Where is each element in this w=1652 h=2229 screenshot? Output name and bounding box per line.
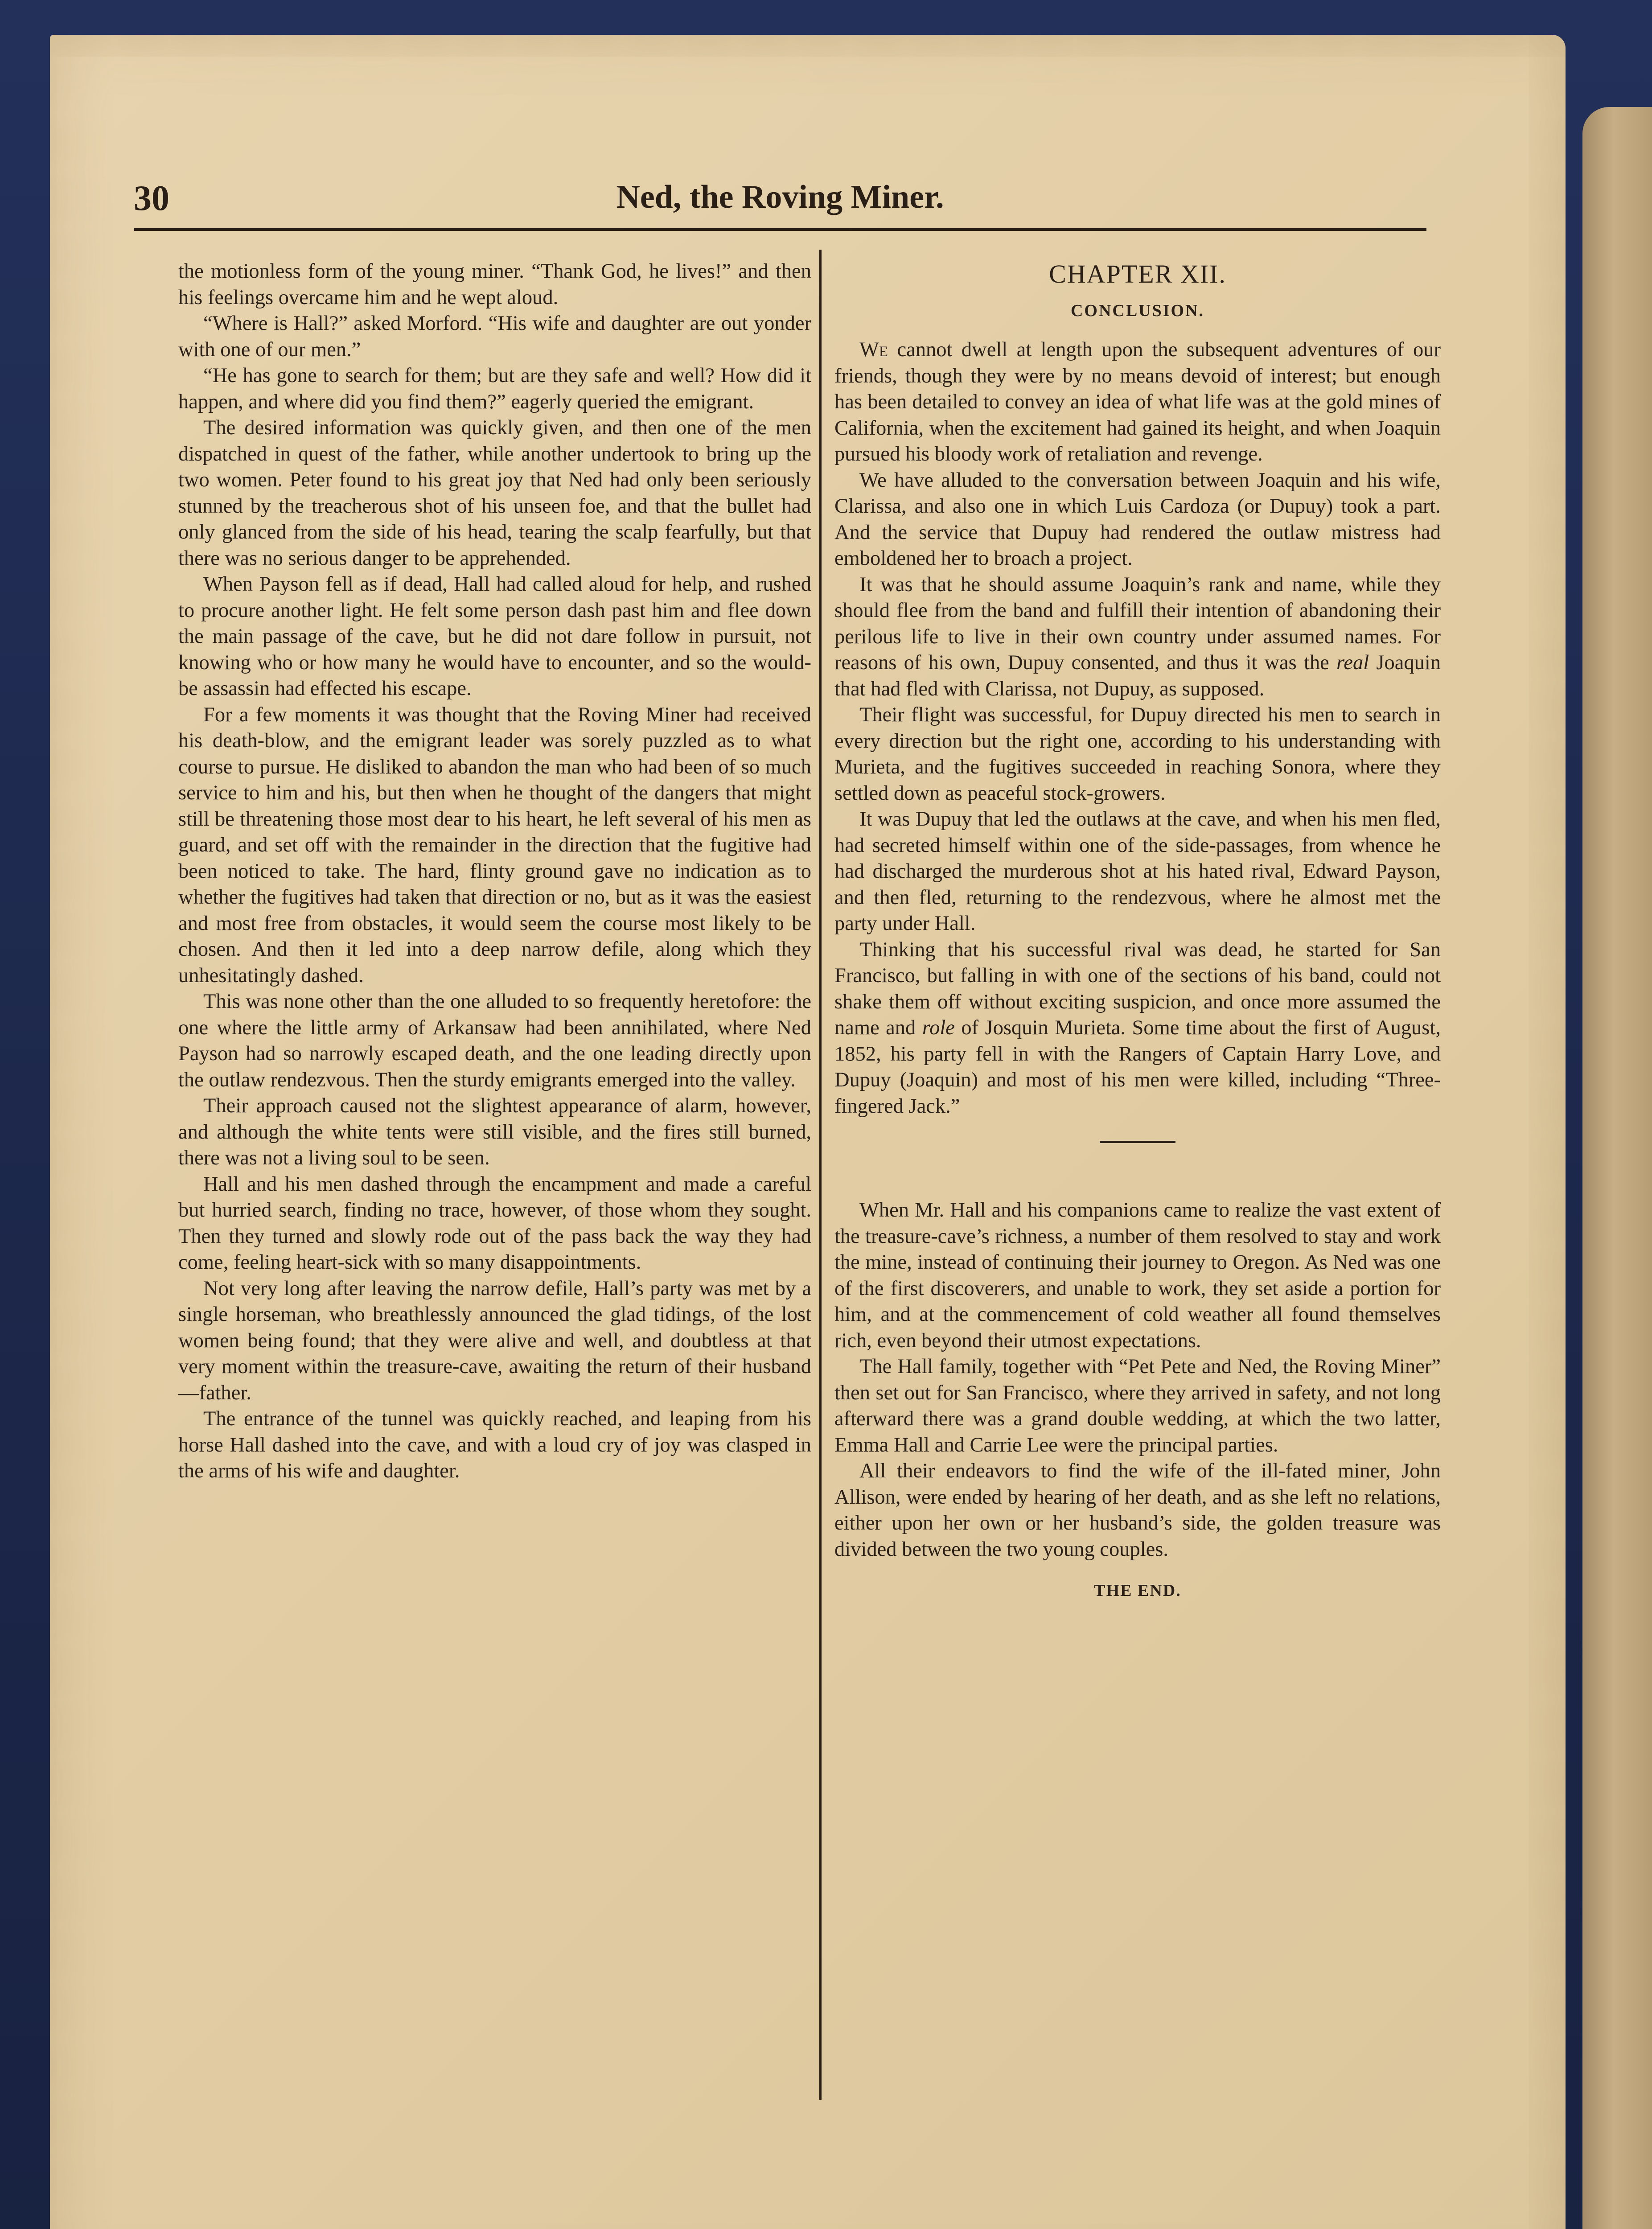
paragraph: Their flight was successful, for Dupuy directed his men to search in every direction but the right one, according to his understanding with Murieta, and the fugitives succeeded in reaching Sonora, where they settled down as peaceful stock-growers. (834, 703, 1441, 805)
paragraph: All their endeavors to find the wife of the ill-fated miner, John Allison, were ended by hearing of her death, and as she left no relations, either upon her own or her husband’s side, the golden treasure was divided between the two young couples. (834, 1460, 1441, 1561)
paragraph: This was none other than the one alluded to so frequently heretofore: the one where the little army of Arkansaw had been annihilated, where Ned Payson had so narrowly escaped death, and the one leading directly upon the outlaw rendezvous. Then the sturdy emigrants emerged into the valley. (178, 990, 811, 1091)
paragraph (834, 337, 1441, 468)
adjacent-page-edge (1582, 107, 1652, 2229)
paragraph-text: Thinking that his successful rival was dead, he started for San Francisco, but falling in with one of the sections of his band, could not shake them off without exciting suspicion, and once more assumed the name and (834, 938, 1441, 1039)
paragraph: the motionless form of the young miner. “Thank God, he lives!” and then his feelings overcame him and he wept aloud. (178, 260, 811, 309)
paragraph: It was Dupuy that led the outlaws at the cave, and when his men fled, had secreted himself within one of the side-passages, from whence he had discharged the murderous shot at his hated rival, Edward Payson, and then fled, returning to the rendezvous, where he almost met the party under Hall. (834, 808, 1441, 935)
paragraph: For a few moments it was thought that the Roving Miner had received his death-blow, and the emigrant leader was sorely puzzled as to what course to pursue. He disliked to abandon the man who had been of so much service to him and his, but then when he thought of the dangers that might still be threatening those most dear to his heart, he left several of his men as guard, and set off with the remainder in the direction that the fugitive had been noticed to take. The hard, flinty ground gave no indication as to whether the fugitives had taken that direction or no, but as it was the easiest and most free from obstacles, it would seem the course most likely to be chosen. And then it led into a deep narrow defile, along which they unhesitatingly dashed. (178, 703, 811, 987)
running-head (134, 178, 1426, 232)
paragraph: When Payson fell as if dead, Hall had called aloud for help, and rushed to procure another light. He felt some person dash past him and flee down the main passage of the cave, but he did not dare follow in pursuit, not knowing who or how many he would have to encounter, and so the would-be assassin had effected his escape. (178, 573, 811, 700)
page-header: Ned, the Roving Miner. (616, 179, 944, 215)
page-number: 30 (134, 179, 169, 218)
paragraph: The Hall family, together with “Pet Pete and Ned, the Roving Miner” then set out for San Francisco, where they arrived in safety, and not long afterward there was a grand double wedding, at which the two latter, Emma Hall and Carrie Lee were the principal parties. (834, 1355, 1441, 1456)
small-caps-lead: We (859, 338, 888, 361)
italic-word: role (922, 1016, 955, 1039)
paragraph: The desired information was quickly given, and then one of the men dispatched in quest of the father, while another undertook to bring up the two women. Peter found to his great joy that Ned had only been seriously stunned by the treacherous shot of his unseen foe, and that the bullet had only glanced from the side of his head, tearing the scalp fearfully, but that there was no serious danger to be apprehended. (178, 416, 811, 570)
paragraph: Hall and his men dashed through the encampment and made a careful but hurried search, finding no trace, however, of those whom they sought. Then they turned and slowly rode out of the pass back the way they had come, feeling heart-sick with so many disappointments. (178, 1172, 811, 1274)
header-rule (134, 228, 1426, 231)
paragraph-text: of Josquin Murieta. Some time about the first of August, 1852, his party fell in with the Rangers of Captain Harry Love, and Dupuy (Joaquin) and most of his men were killed, including “Three-fingered Jack.” (834, 1016, 1441, 1118)
paragraph-text: cannot dwell at length upon the subsequent adventures of our friends, though they were by no means devoid of interest; but enough has been detailed to convey an idea of what life was at the gold mines of California, when the excitement had gained its height, and when Joaquin pursued his bloody work of retaliation and revenge. (834, 338, 1441, 465)
paragraph: “Where is Hall?” asked Morford. “His wife and daughter are out yonder with one of our men.” (178, 312, 811, 361)
column-divider (819, 250, 822, 2100)
paragraph-text: Joaquin that had fled with Clarissa, not Dupuy, as supposed. (834, 651, 1441, 700)
the-end: THE END. (1094, 1581, 1181, 1600)
paragraph: When Mr. Hall and his companions came to realize the vast extent of the treasure-cave’s richness, a number of them resolved to stay and work the mine, instead of continuing their journey to Oregon. As Ned was one of the first discoverers, and unable to work, they set aside a portion for him, and at the commencement of cold weather all found themselves rich, even beyond their utmost expectations. (834, 1199, 1441, 1352)
right-column (834, 259, 1441, 1604)
chapter-subtitle: CONCLUSION. (1070, 301, 1205, 320)
italic-word: real (1336, 651, 1369, 674)
paragraph (834, 572, 1441, 703)
paragraph-text: It was that he should assume Joaquin’s rank and name, while they should flee from the band and fulfill their intention of abandoning their perilous life to live in their own country under assumed names. For reasons of his own, Dupuy consented, and thus it was the (834, 573, 1441, 674)
paragraph: The entrance of the tunnel was quickly reached, and leaping from his horse Hall dashed into the cave, and with a loud cry of joy was clasped in the arms of his wife and daughter. (178, 1407, 811, 1482)
paragraph: Their approach caused not the slightest appearance of alarm, however, and although the white tents were still visible, and the fires still burned, there was not a living soul to be seen. (178, 1094, 811, 1169)
paragraph: We have alluded to the conversation between Joaquin and his wife, Clarissa, and also one in which Luis Cardoza (or Dupuy) took a part. And the service that Dupuy had rendered the outlaw mistress had emboldened her to broach a project. (834, 469, 1441, 570)
paragraph (834, 937, 1441, 1120)
paragraph: Not very long after leaving the narrow defile, Hall’s party was met by a single horseman, who breathlessly announced the glad tidings, of the lost women being found; that they were alive and well, and doubtless at that very moment within the treasure-cave, awaiting the return of their husband—father. (178, 1277, 811, 1404)
chapter-title: CHAPTER XII. (1049, 259, 1226, 288)
left-column (178, 259, 811, 1485)
paragraph: “He has gone to search for them; but are they safe and well? How did it happen, and where did you find them?” eagerly queried the emigrant. (178, 364, 811, 413)
section-rule (1100, 1141, 1175, 1143)
